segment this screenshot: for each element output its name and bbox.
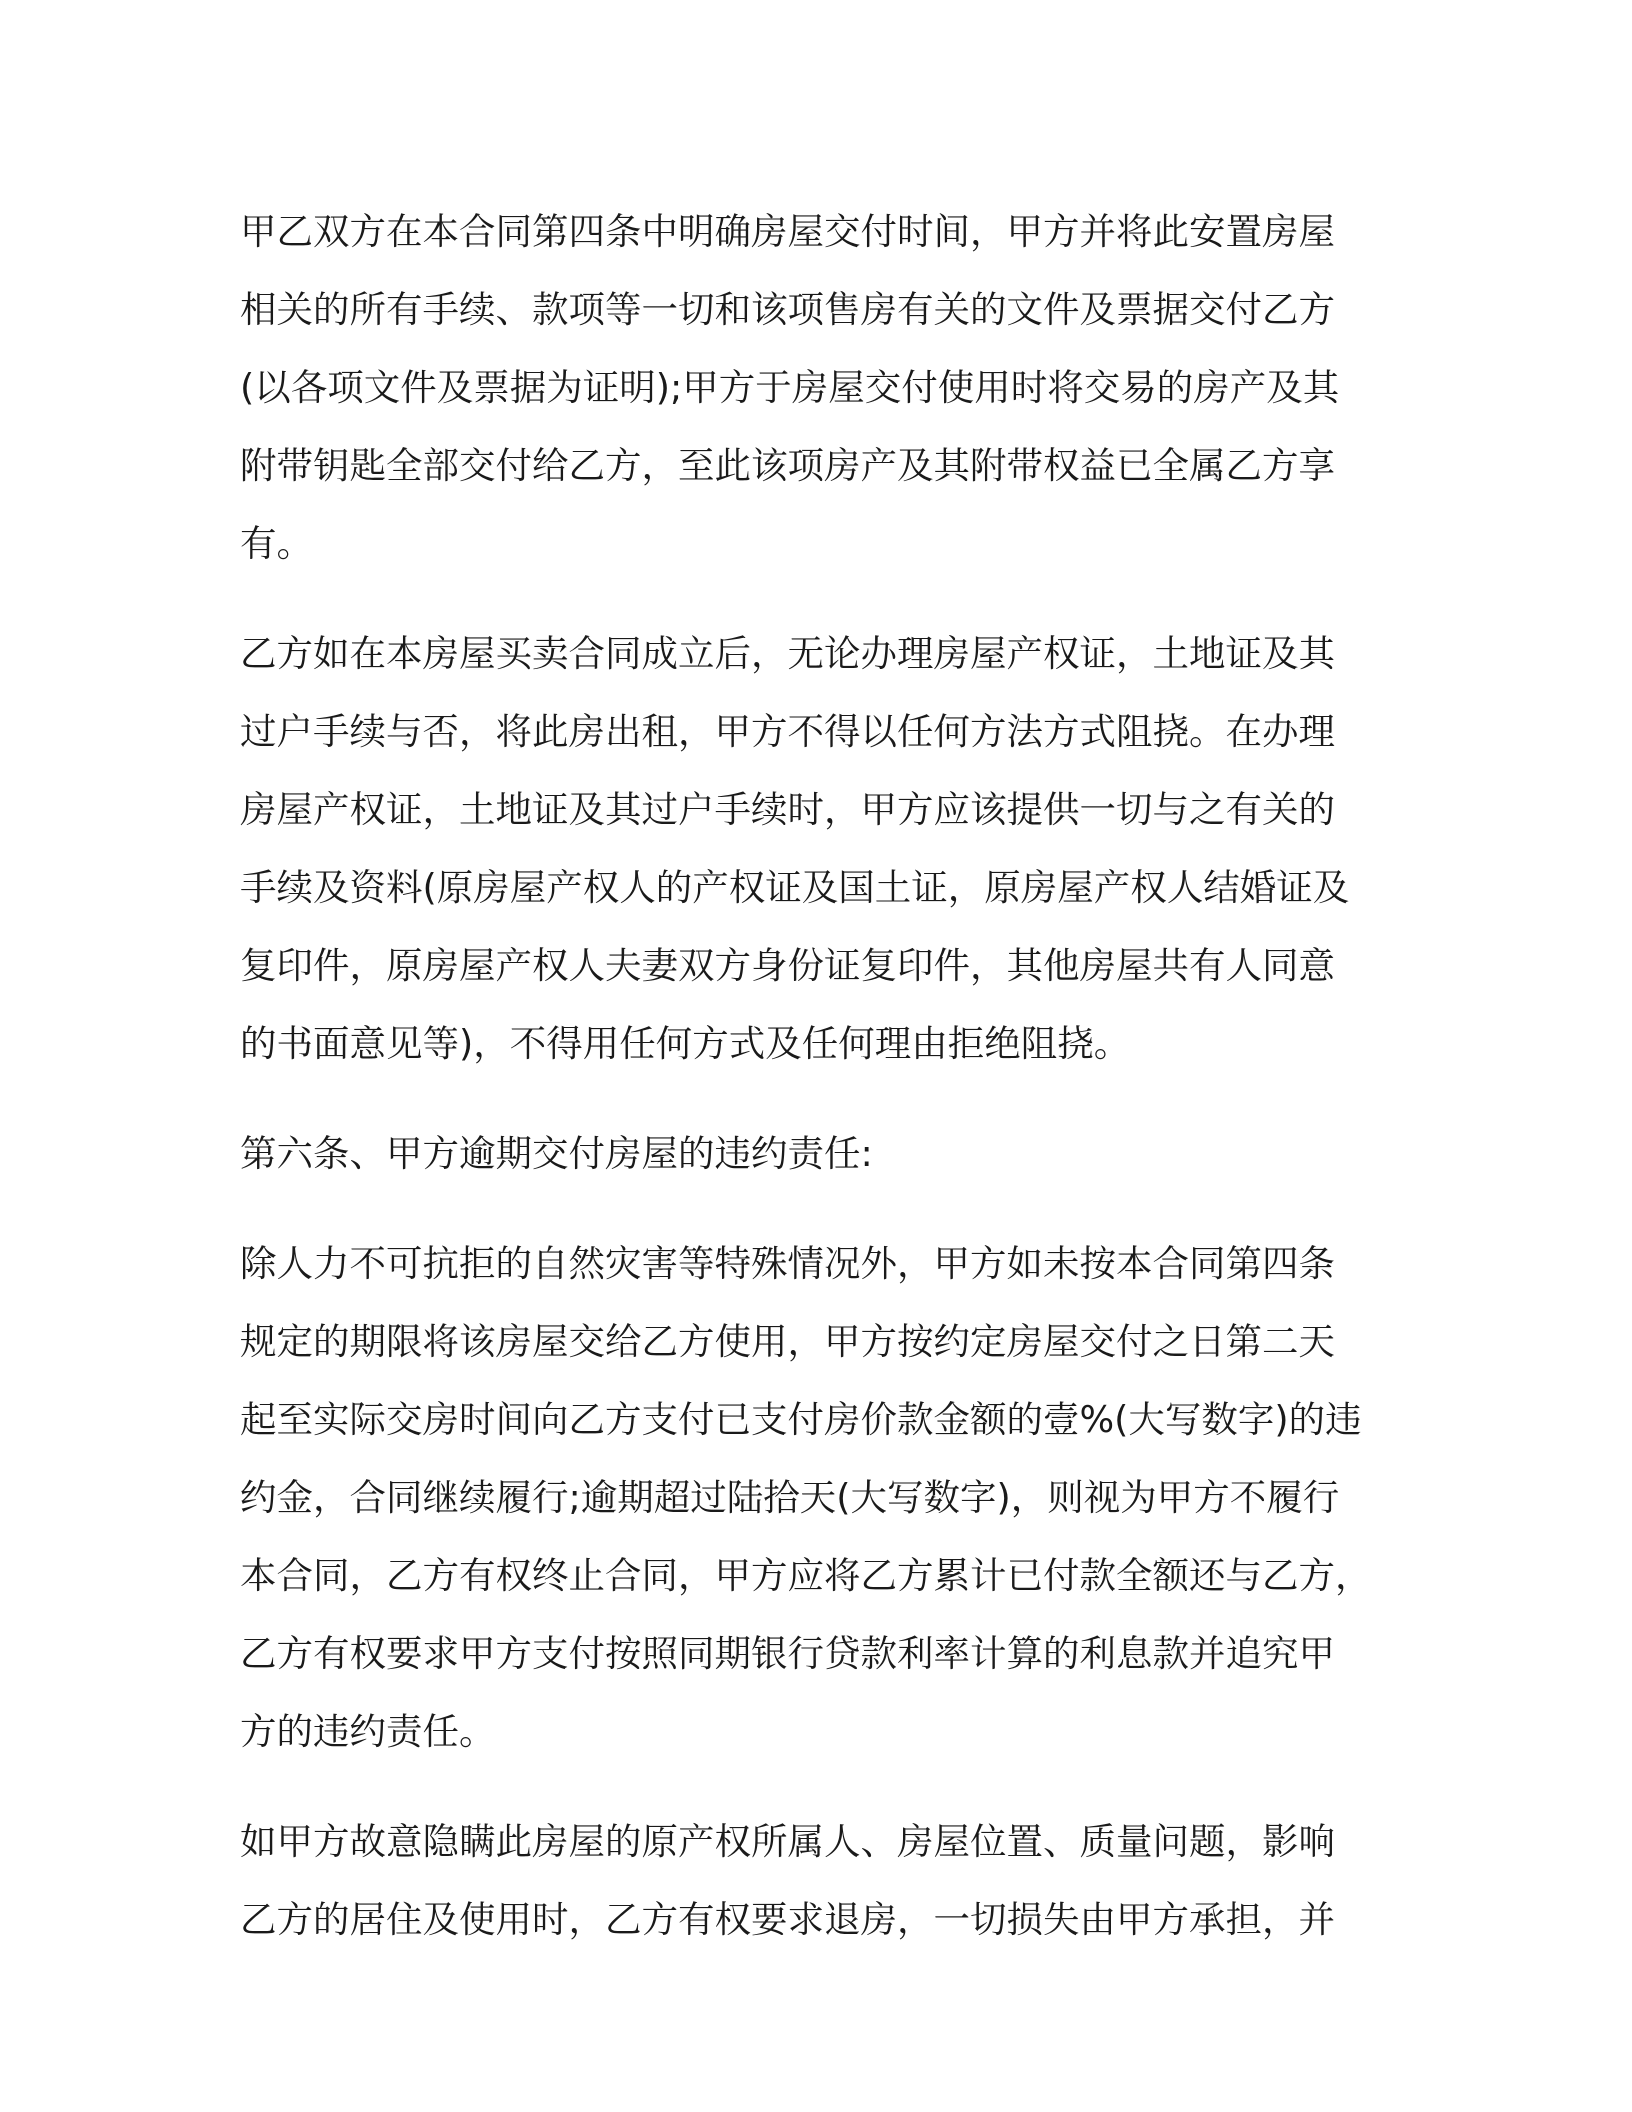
text-line: 规定的期限将该房屋交给乙方使用，甲方按约定房屋交付之日第二天 [240,1320,1335,1363]
paragraph-delivery-documents [240,193,1400,583]
text-line: 房屋产权证，土地证及其过户手续时，甲方应该提供一切与之有关的 [240,788,1335,831]
text-line: 起至实际交房时间向乙方支付已支付房价款金额的壹%(大写数字)的违 [240,1398,1362,1441]
section-heading: 第六条、甲方逾期交付房屋的违约责任: [240,1132,873,1175]
text-line: 手续及资料(原房屋产权人的产权证及国土证，原房屋产权人结婚证及 [240,866,1350,909]
text-line: 相关的所有手续、款项等一切和该项售房有关的文件及票据交付乙方 [240,288,1335,331]
text-line: 过户手续与否，将此房出租，甲方不得以任何方法方式阻挠。在办理 [240,710,1335,753]
text-line: 如甲方故意隐瞒此房屋的原产权所属人、房屋位置、质量问题，影响 [240,1820,1335,1863]
section-heading-article-6 [240,1115,1400,1193]
paragraph-late-delivery-penalty [240,1225,1400,1771]
text-line: 除人力不可抗拒的自然灾害等特殊情况外，甲方如未按本合同第四条 [240,1242,1335,1285]
text-line: 复印件，原房屋产权人夫妻双方身份证复印件，其他房屋共有人同意 [240,944,1335,987]
paragraph-rental-rights [240,615,1400,1083]
text-line: 方的违约责任。 [240,1710,496,1753]
text-line: (以各项文件及票据为证明);甲方于房屋交付使用时将交易的房产及其 [240,366,1340,409]
text-line: 乙方有权要求甲方支付按照同期银行贷款利率计算的利息款并追究甲 [240,1632,1335,1675]
text-line: 乙方的居住及使用时，乙方有权要求退房，一切损失由甲方承担，并 [240,1898,1335,1941]
text-line: 附带钥匙全部交付给乙方，至此该项房产及其附带权益已全属乙方享 [240,444,1335,487]
text-line: 本合同，乙方有权终止合同，甲方应将乙方累计已付款全额还与乙方， [240,1554,1372,1597]
text-line: 的书面意见等)，不得用任何方式及任何理由拒绝阻挠。 [240,1022,1131,1065]
text-line: 乙方如在本房屋买卖合同成立后，无论办理房屋产权证，土地证及其 [240,632,1335,675]
document-body [240,193,1400,1991]
text-line: 约金，合同继续履行;逾期超过陆拾天(大写数字)，则视为甲方不履行 [240,1476,1340,1519]
text-line: 甲乙双方在本合同第四条中明确房屋交付时间，甲方并将此安置房屋 [240,210,1335,253]
text-line: 有。 [240,522,313,565]
paragraph-concealment-liability [240,1803,1400,1959]
